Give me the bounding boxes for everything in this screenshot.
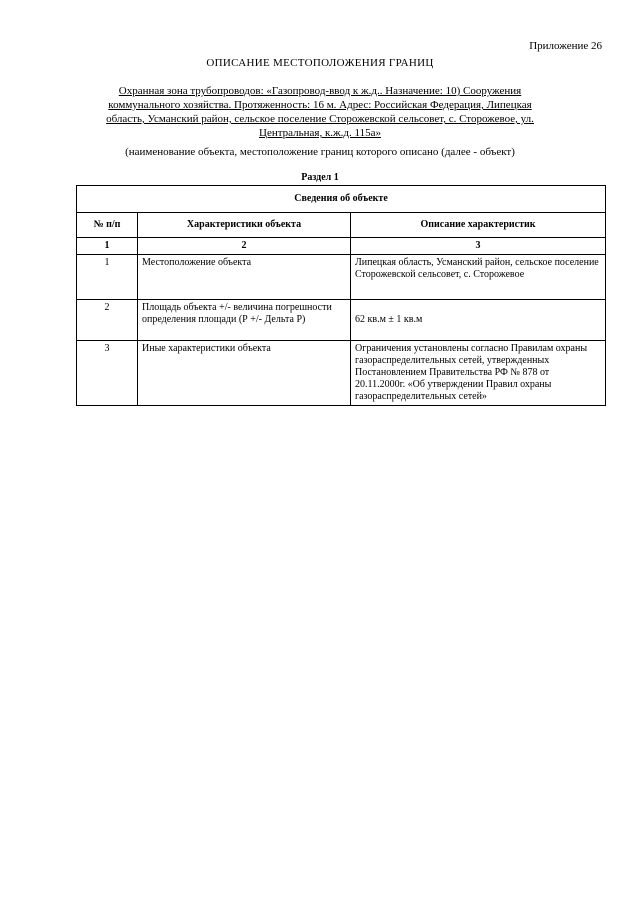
object-description-line: область, Усманский район, сельское поселение Сторожевской сельсовет, с. Сторожевое, ул. — [106, 113, 534, 125]
row-description: 62 кв.м ± 1 кв.м — [351, 300, 606, 341]
row-characteristic: Иные характеристики объекта — [138, 341, 351, 406]
section-title: Раздел 1 — [301, 172, 339, 183]
object-description-line: коммунального хозяйства. Протяженность: 16 м. Адрес: Российская Федерация, Липецкая — [108, 99, 532, 111]
row-number: 2 — [77, 300, 138, 341]
column-header-description: Описание характеристик — [351, 213, 606, 238]
column-number: 3 — [351, 238, 606, 255]
document-title: ОПИСАНИЕ МЕСТОПОЛОЖЕНИЯ ГРАНИЦ — [206, 57, 434, 69]
row-number: 3 — [77, 341, 138, 406]
column-number-row — [77, 238, 606, 255]
row-description: Липецкая область, Усманский район, сельское поселение Сторожевской сельсовет, с. Сторожевое — [351, 255, 606, 300]
object-caption: (наименование объекта, местоположение границ которого описано (далее - объект) — [125, 146, 515, 158]
appendix-label: Приложение 26 — [529, 40, 602, 52]
object-info-table — [76, 185, 606, 406]
object-description — [85, 84, 555, 140]
column-header-number: № п/п — [77, 213, 138, 238]
column-number: 1 — [77, 238, 138, 255]
row-characteristic: Местоположение объекта — [138, 255, 351, 300]
object-description-line: Центральная, к.ж.д. 115а» — [259, 127, 381, 139]
column-header-characteristic: Характеристики объекта — [138, 213, 351, 238]
table-caption: Сведения об объекте — [77, 186, 606, 213]
table-row — [77, 255, 606, 300]
row-characteristic: Площадь объекта +/- величина погрешности определения площади (Р +/- Дельта Р) — [138, 300, 351, 341]
table-row — [77, 341, 606, 406]
table-header-row — [77, 213, 606, 238]
row-number: 1 — [77, 255, 138, 300]
row-description: Ограничения установлены согласно Правилам охраны газораспределительных сетей, утвержденных Постановлением Правительства РФ № 878 от 20.11.2000г. «Об утверждении Правил охраны газораспределительных сетей» — [351, 341, 606, 406]
object-description-line: Охранная зона трубопроводов: «Газопровод-ввод к ж.д.. Назначение: 10) Сооружения — [118, 85, 522, 97]
table-row — [77, 300, 606, 341]
column-number: 2 — [138, 238, 351, 255]
table-caption-row — [77, 186, 606, 213]
